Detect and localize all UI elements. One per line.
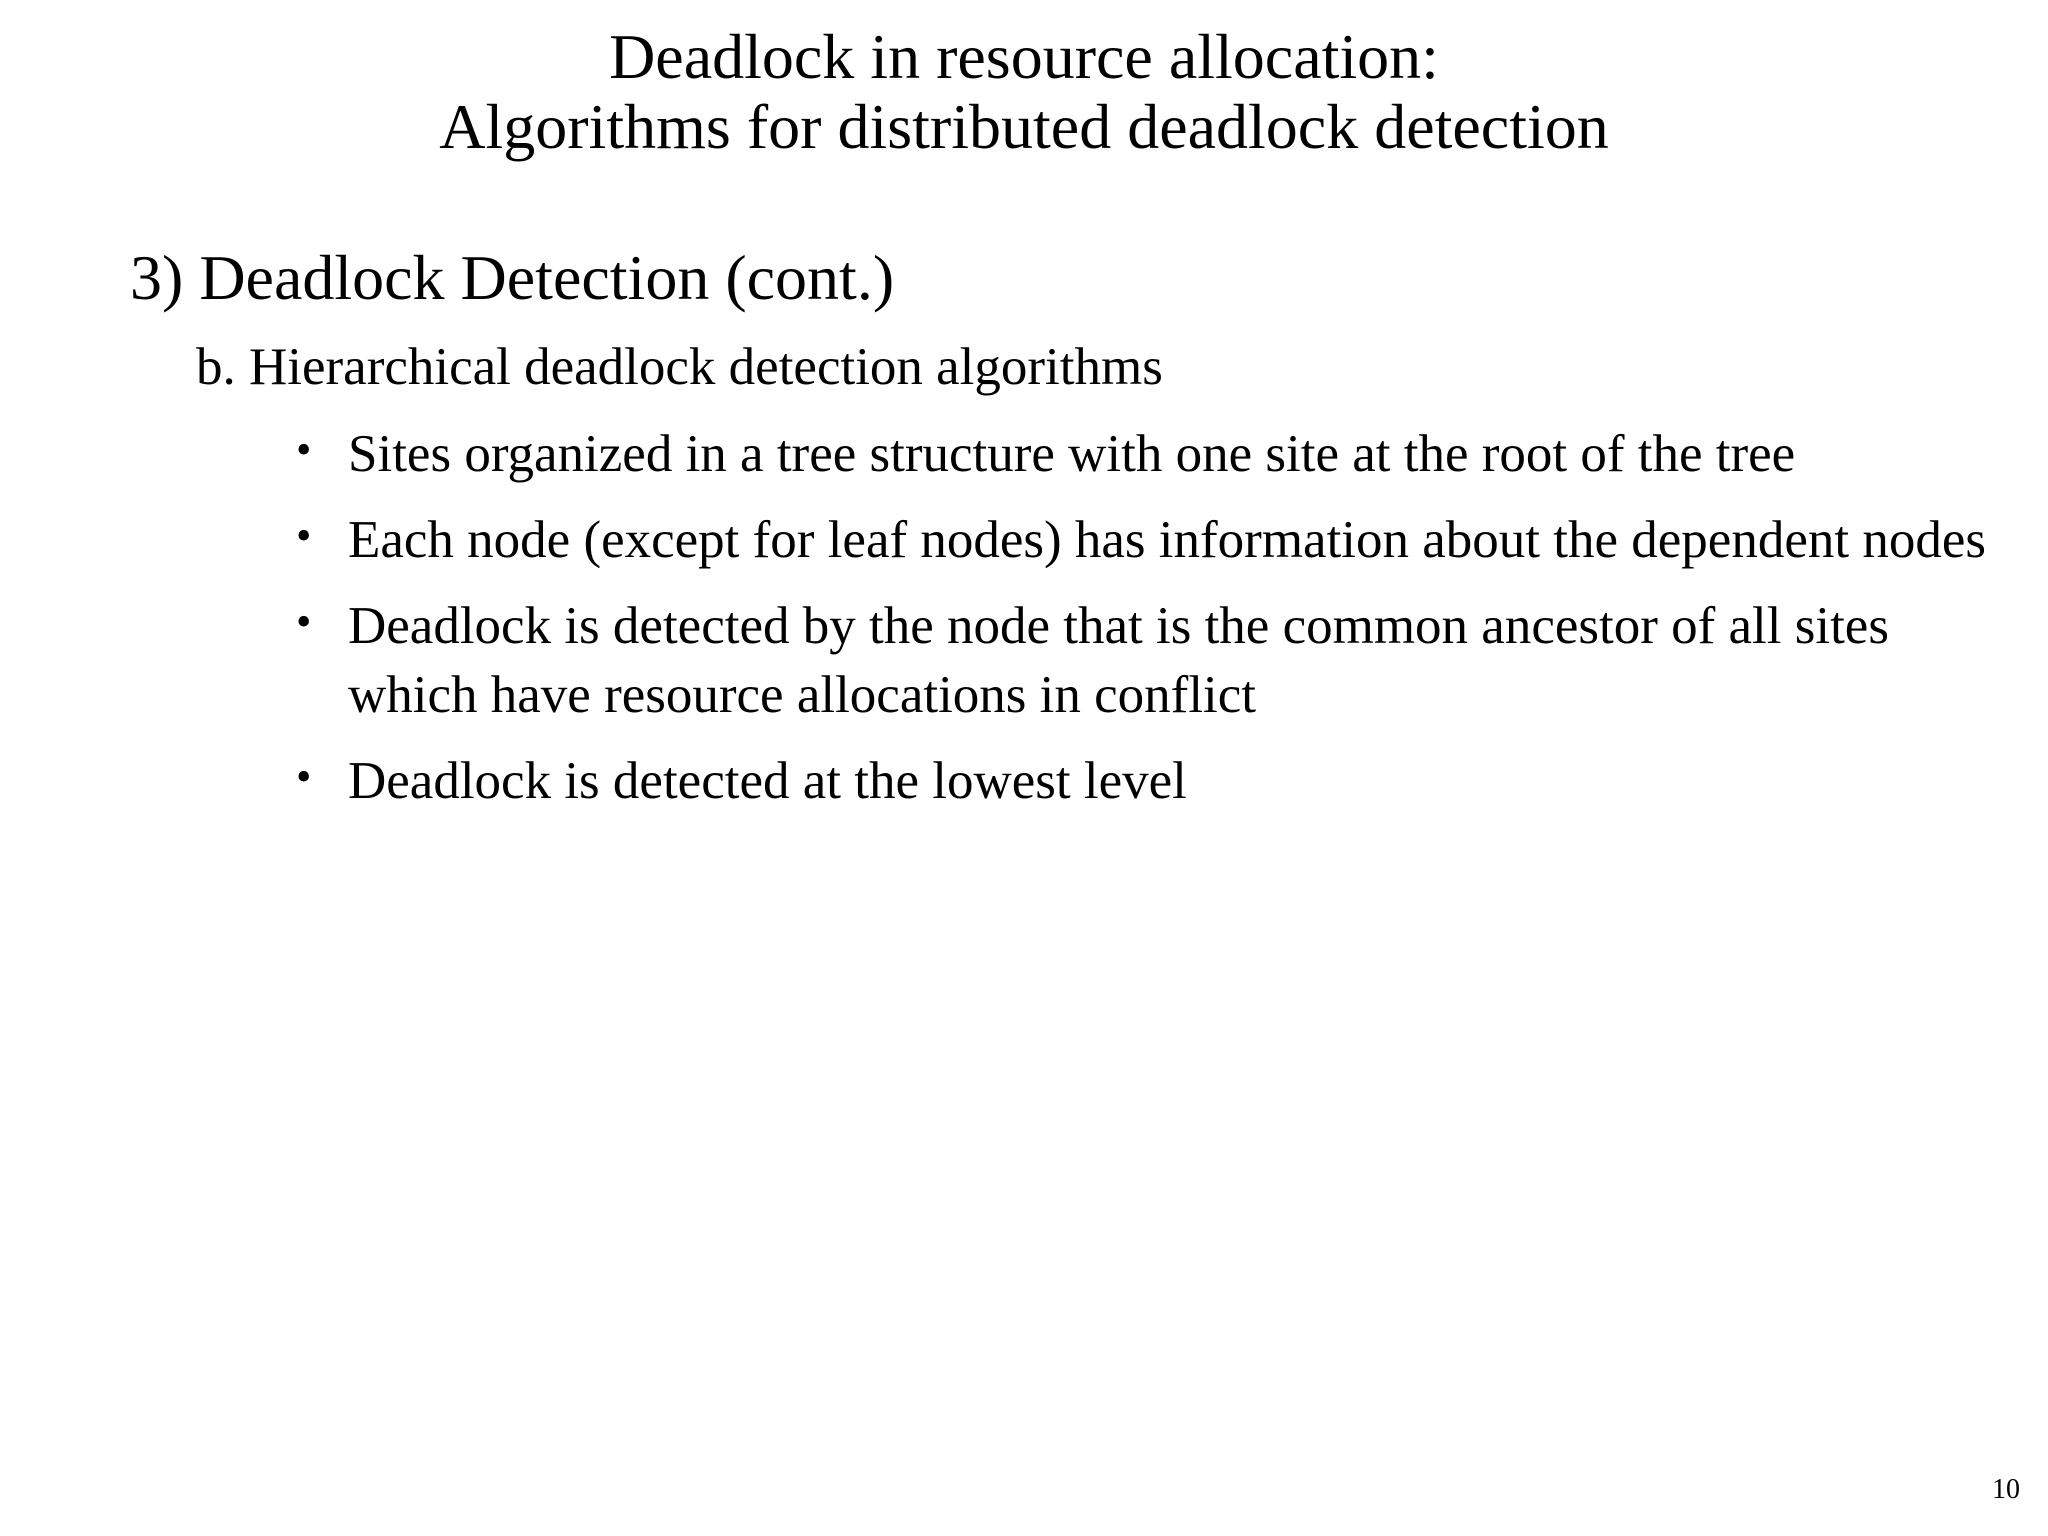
page-number: 10 [1992,1474,2020,1505]
bullet-icon: • [296,425,312,474]
subsection-heading: b. Hierarchical deadlock detection algorithms [196,338,1163,396]
bullet-list [296,420,2016,833]
bullet-text: Deadlock is detected by the node that is the common ancestor of all sites which have resource allocations in conflict [348,597,1889,724]
slide-title-line-2: Algorithms for distributed deadlock detection [439,91,1609,162]
bullet-text: Deadlock is detected at the lowest level [348,752,1187,810]
bullet-item [296,592,2016,730]
slide-title [0,22,2048,162]
slide-title-line-1: Deadlock in resource allocation: [609,21,1439,92]
bullet-item [296,420,2016,489]
section-heading: 3) Deadlock Detection (cont.) [130,242,895,313]
bullet-item [296,747,2016,816]
bullet-text: Each node (except for leaf nodes) has information about the dependent nodes [348,511,1986,569]
bullet-icon: • [296,511,312,560]
bullet-icon: • [296,597,312,646]
bullet-text: Sites organized in a tree structure with one site at the root of the tree [348,425,1796,483]
bullet-item [296,506,2016,575]
bullet-icon: • [296,752,312,801]
